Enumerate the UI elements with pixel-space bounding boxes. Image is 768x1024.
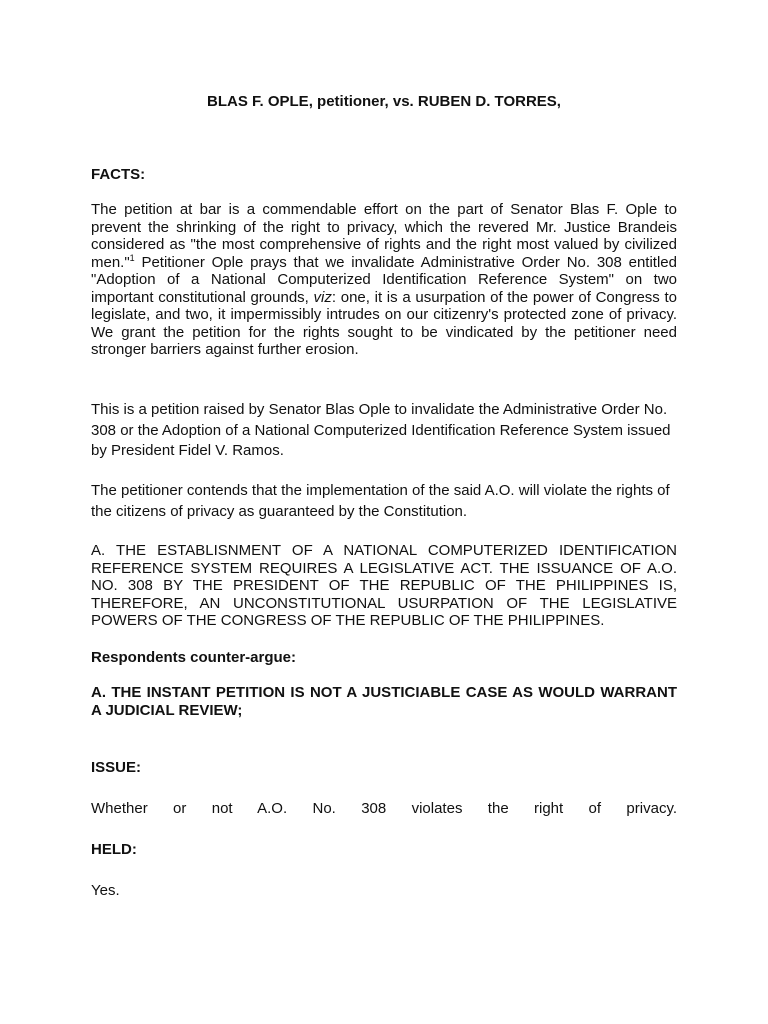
facts-p1-part-a: The petition at bar is a commendable effort on the part of Senator Blas F. Ople to prevent the shrinking of the right to privacy, which the revered Mr. Justice Brandeis considered as "the most comprehensive of rights and the right most valued by civilized men." bbox=[91, 201, 677, 271]
facts-p1-part-b: Petitioner Ople prays that we invalidate Administrative Order No. 308 entitled "Adoption of a National Computerized Identification Reference System" on two important constitutional grounds, bbox=[91, 253, 677, 306]
issue-text: Whether or not A.O. No. 308 violates the right of privacy. bbox=[91, 800, 677, 817]
facts-paragraph-4: A. THE ESTABLISNMENT OF A NATIONAL COMPUTERIZED IDENTIFICATION REFERENCE SYSTEM REQUIRES A LEGISLATIVE ACT. THE ISSUANCE OF A.O. NO. 308 BY THE PRESIDENT OF THE REPUBLIC OF THE PHILIPPINES IS, THEREFORE, AN UNCONSTITUTIONAL USURPATION OF THE LEGISLATIVE POWERS OF THE CONGRESS OF THE REPUBLIC OF THE PHILIPPINES. bbox=[91, 542, 677, 629]
issue-heading: ISSUE: bbox=[91, 759, 142, 776]
facts-paragraph-2: This is a petition raised by Senator Blas Ople to invalidate the Administrative Order No. 308 or the Adoption of a National Computerized Identification Reference System issued by President Fidel V. Ramos. bbox=[91, 401, 671, 459]
facts-p1-part-c: : one, it is a usurpation of the power of Congress to legislate, and two, it impermissibly intrudes on our citizenry's protected zone of privacy. We grant the petition for the rights sought to be vindicated by the petitioner need stronger barriers against further erosion. bbox=[91, 288, 677, 358]
case-title: BLAS F. OPLE, petitioner, vs. RUBEN D. TORRES, bbox=[207, 93, 561, 110]
facts-paragraph-1 bbox=[91, 201, 677, 359]
held-text: Yes. bbox=[91, 882, 120, 899]
respondents-heading: Respondents counter-argue: bbox=[91, 649, 297, 666]
respondents-argument: A. THE INSTANT PETITION IS NOT A JUSTICIABLE CASE AS WOULD WARRANT A JUDICIAL REVIEW; bbox=[91, 684, 677, 719]
facts-heading: FACTS: bbox=[91, 166, 146, 183]
footnote-marker: 1 bbox=[129, 252, 135, 263]
held-heading: HELD: bbox=[91, 841, 137, 858]
viz-italic: viz bbox=[313, 288, 332, 306]
facts-paragraph-3: The petitioner contends that the implementation of the said A.O. will violate the rights of the citizens of privacy as guaranteed by the Constitution. bbox=[91, 482, 670, 520]
